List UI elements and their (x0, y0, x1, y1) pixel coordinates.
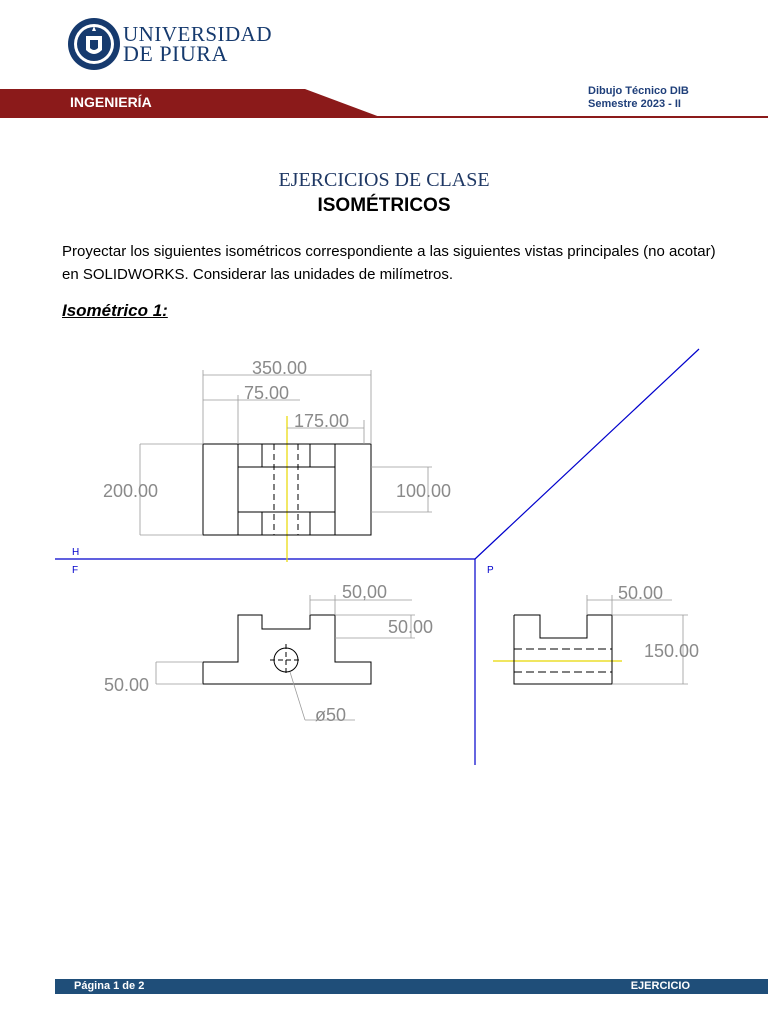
reference-lines (287, 416, 622, 661)
semester-label: Semestre 2023 - II (588, 98, 681, 110)
instructions-text: Proyectar los siguientes isométricos correspondiente a las siguientes vistas principales (no acotar) en SOLIDWORKS. Considerar las unidades de milímetros. (62, 243, 716, 283)
dim-total-height: 150.00 (644, 641, 700, 661)
projection-planes (55, 349, 699, 765)
university-name-line2: DE PIURA (123, 41, 228, 66)
front-view-dimensions (156, 595, 415, 720)
dim-slot-width: 50,00 (342, 582, 388, 602)
plane-label-h: H (72, 547, 80, 558)
page-subtitle: ISOMÉTRICOS (317, 195, 451, 216)
university-name-line1: UNIVERSIDAD (123, 22, 272, 46)
page-title: EJERCICIOS DE CLASE (278, 169, 490, 191)
orthographic-drawing (0, 340, 768, 780)
dim-total-width: 350.00 (252, 358, 308, 378)
page-number: Página 1 de 2 (74, 980, 145, 992)
dim-hole-diameter: ø50 (315, 705, 347, 725)
plane-label-p: P (487, 565, 494, 576)
document-type: EJERCICIO (630, 980, 690, 992)
dim-slot-depth: 100.00 (396, 481, 452, 501)
dim-side-slot-width: 50.00 (618, 583, 664, 603)
department-banner (0, 89, 380, 117)
course-info (588, 85, 689, 111)
side-view (514, 615, 612, 684)
dim-base-height: 50.00 (104, 675, 150, 695)
front-view (203, 615, 371, 684)
header-divider (0, 116, 768, 118)
course-name: Dibujo Técnico DIB (588, 85, 689, 97)
department-label: INGENIERÍA (70, 94, 152, 110)
exercise-heading: Isométrico 1: (62, 301, 168, 320)
dim-slot-height: 50.00 (388, 617, 434, 637)
dim-depth: 200.00 (103, 481, 159, 501)
university-seal-logo (66, 14, 122, 74)
dim-center-width: 175.00 (294, 411, 350, 431)
side-view-dimensions (587, 595, 688, 684)
plane-label-f: F (72, 565, 79, 576)
dim-left-offset: 75.00 (244, 383, 290, 403)
